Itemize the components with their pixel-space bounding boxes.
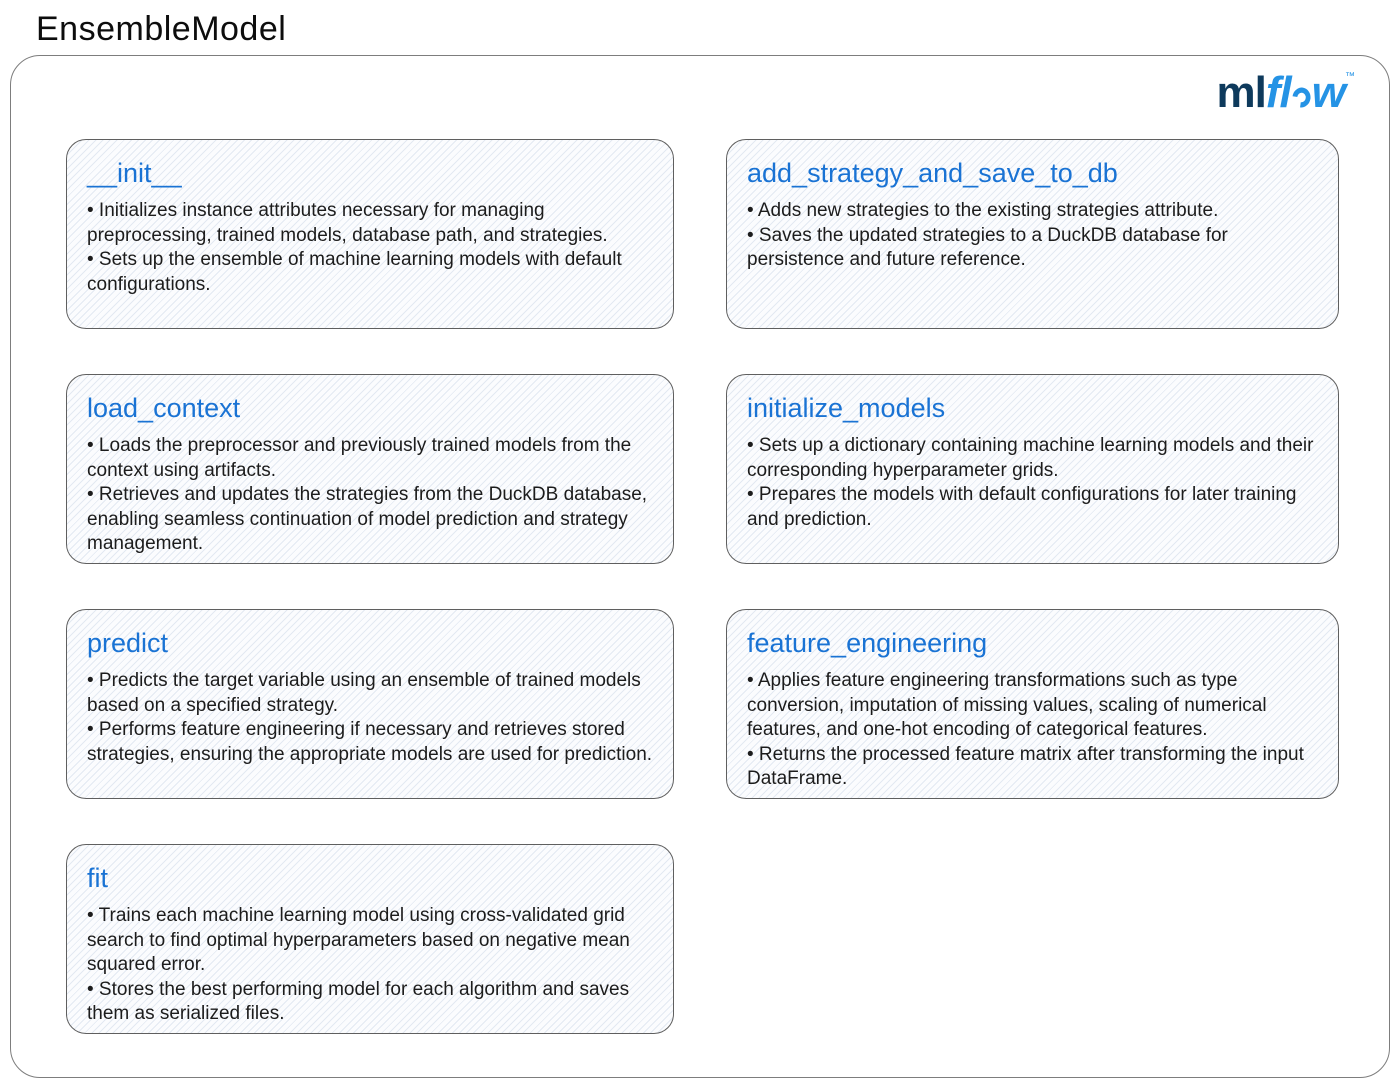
method-name: load_context [87, 393, 241, 423]
method-description [87, 669, 653, 767]
method-card-feature-engineering [726, 609, 1339, 799]
method-description [87, 904, 653, 1027]
method-card-fit [66, 844, 674, 1034]
method-description-bullet: • Sets up a dictionary containing machine learning models and their corresponding hyperparameter grids. [747, 435, 1314, 481]
mlflow-logo-ml-text: ml [1216, 68, 1266, 117]
mlflow-logo-flow-text [1266, 68, 1345, 117]
method-description-bullet: • Loads the preprocessor and previously trained models from the context using artifacts. [87, 435, 632, 481]
method-description-bullet: • Performs feature engineering if necessary and retrieves stored strategies, ensuring the appropriate models are used for prediction. [87, 719, 653, 765]
method-name: __init__ [87, 158, 182, 188]
method-card-init [66, 139, 674, 329]
left-column [66, 139, 674, 1034]
method-description-bullet: • Sets up the ensemble of machine learning models with default configurations. [87, 249, 622, 295]
method-description-bullet: • Saves the updated strategies to a DuckDB database for persistence and future reference. [747, 224, 1228, 271]
method-description [747, 199, 1318, 273]
method-description [87, 199, 653, 297]
method-description-bullet: • Applies feature engineering transformations such as type conversion, imputation of missing values, scaling of numerical features, and one-hot encoding of categorical features. [747, 670, 1267, 741]
class-diagram-container [10, 55, 1390, 1078]
method-card-initialize-models [726, 374, 1339, 564]
method-description [747, 669, 1318, 792]
method-name: predict [87, 628, 169, 658]
method-description [87, 434, 653, 557]
method-cards-grid [66, 139, 1339, 1034]
method-description-bullet: • Trains each machine learning model using cross-validated grid search to find optimal hyperparameters based on negative mean squared error. [87, 905, 630, 976]
method-description [747, 434, 1318, 532]
trademark-symbol: ™ [1345, 71, 1355, 82]
mlflow-logo-fl-text: fl [1265, 68, 1291, 117]
mlflow-logo [1216, 68, 1355, 117]
method-description-bullet: • Returns the processed feature matrix after transforming the input DataFrame. [747, 743, 1304, 790]
method-name: fit [87, 863, 109, 893]
right-column [726, 139, 1339, 1034]
method-card-add-strategy-and-save-to-db [726, 139, 1339, 329]
method-description-bullet: • Initializes instance attributes necessary for managing preprocessing, trained models, database path, and strategies. [87, 200, 608, 246]
method-card-load-context [66, 374, 674, 564]
method-description-bullet: • Predicts the target variable using an ensemble of trained models based on a specified strategy. [87, 670, 641, 716]
method-card-predict [66, 609, 674, 799]
method-description-bullet: • Retrieves and updates the strategies from the DuckDB database, enabling seamless continuation of model prediction and strategy management. [87, 484, 648, 555]
method-description-bullet: • Adds new strategies to the existing strategies attribute. [747, 200, 1219, 222]
mlflow-logo-w-text: w [1311, 68, 1345, 117]
method-description-bullet: • Stores the best performing model for each algorithm and saves them as serialized files. [87, 978, 630, 1025]
method-description-bullet: • Prepares the models with default configurations for later training and prediction. [747, 484, 1297, 530]
method-name: initialize_models [747, 393, 946, 423]
method-name: add_strategy_and_save_to_db [747, 158, 1118, 188]
page-title: EnsembleModel [36, 10, 287, 48]
mlflow-swirl-o-icon [1289, 83, 1314, 111]
method-name: feature_engineering [747, 628, 988, 658]
